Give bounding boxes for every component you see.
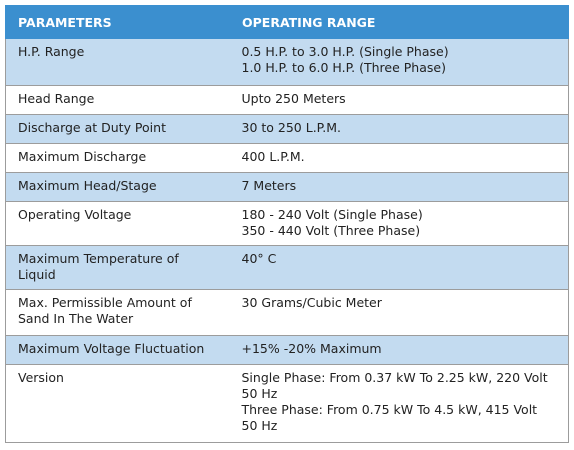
operating-range-text: 0.5 H.P. to 3.0 H.P. (Single Phase) — [241, 44, 449, 59]
operating-range-cell — [230, 39, 569, 86]
table-row — [6, 290, 569, 336]
parameter-text: Max. Permissible Amount of — [18, 295, 192, 310]
parameter-text: Maximum Temperature of — [18, 251, 179, 266]
operating-range-text: 180 - 240 Volt (Single Phase) — [241, 207, 423, 222]
operating-range-cell — [230, 202, 569, 246]
operating-range-cell — [230, 290, 569, 336]
operating-range-text: 7 Meters — [241, 178, 297, 193]
parameter-cell — [6, 115, 230, 144]
parameter-cell — [6, 202, 230, 246]
operating-range-cell — [230, 144, 569, 173]
operating-range-text: 50 Hz — [241, 386, 278, 401]
operating-range-text: Single Phase: From 0.37 kW To 2.25 kW, 220 Volt — [241, 370, 548, 385]
parameter-cell — [6, 173, 230, 202]
operating-range-cell — [230, 336, 569, 365]
operating-range-text: 50 Hz — [241, 418, 278, 433]
parameter-text: Maximum Head/Stage — [18, 178, 157, 193]
operating-range-cell — [230, 365, 569, 443]
parameter-text: Maximum Voltage Fluctuation — [18, 341, 205, 356]
table-row — [6, 202, 569, 246]
header-operating-range: OPERATING RANGE — [230, 6, 569, 39]
parameter-cell — [6, 86, 230, 115]
operating-range-text: 40° C — [241, 251, 277, 266]
table-row — [6, 365, 569, 443]
operating-range-cell — [230, 86, 569, 115]
table-row — [6, 336, 569, 365]
operating-range-text: +15% -20% Maximum — [241, 341, 382, 356]
parameter-cell — [6, 290, 230, 336]
operating-range-cell — [230, 246, 569, 290]
parameter-text: Head Range — [18, 91, 95, 106]
operating-range-text: 30 to 250 L.P.M. — [241, 120, 341, 135]
operating-range-text: 1.0 H.P. to 6.0 H.P. (Three Phase) — [241, 60, 446, 75]
table-header-row — [6, 6, 569, 39]
table-row — [6, 144, 569, 173]
parameter-text: Liquid — [18, 267, 56, 282]
table-row — [6, 86, 569, 115]
parameter-cell — [6, 39, 230, 86]
parameter-cell — [6, 144, 230, 173]
table-body — [6, 39, 569, 443]
operating-range-cell — [230, 115, 569, 144]
parameter-cell — [6, 336, 230, 365]
operating-range-text: Three Phase: From 0.75 kW To 4.5 kW, 415 Volt — [241, 402, 538, 417]
parameter-text: H.P. Range — [18, 44, 85, 59]
operating-range-text: 350 - 440 Volt (Three Phase) — [241, 223, 421, 238]
parameter-text: Maximum Discharge — [18, 149, 147, 164]
parameter-text: Operating Voltage — [18, 207, 132, 222]
parameter-text: Sand In The Water — [18, 311, 134, 326]
parameter-cell — [6, 365, 230, 443]
table-row — [6, 115, 569, 144]
operating-range-text: Upto 250 Meters — [241, 91, 346, 106]
operating-range-text: 30 Grams/Cubic Meter — [241, 295, 382, 310]
header-parameters: PARAMETERS — [6, 6, 230, 39]
table-row — [6, 173, 569, 202]
parameter-cell — [6, 246, 230, 290]
table-row — [6, 246, 569, 290]
specifications-table — [5, 5, 569, 443]
parameter-text: Version — [18, 370, 64, 385]
table-row — [6, 39, 569, 86]
operating-range-cell — [230, 173, 569, 202]
parameter-text: Discharge at Duty Point — [18, 120, 166, 135]
operating-range-text: 400 L.P.M. — [241, 149, 305, 164]
